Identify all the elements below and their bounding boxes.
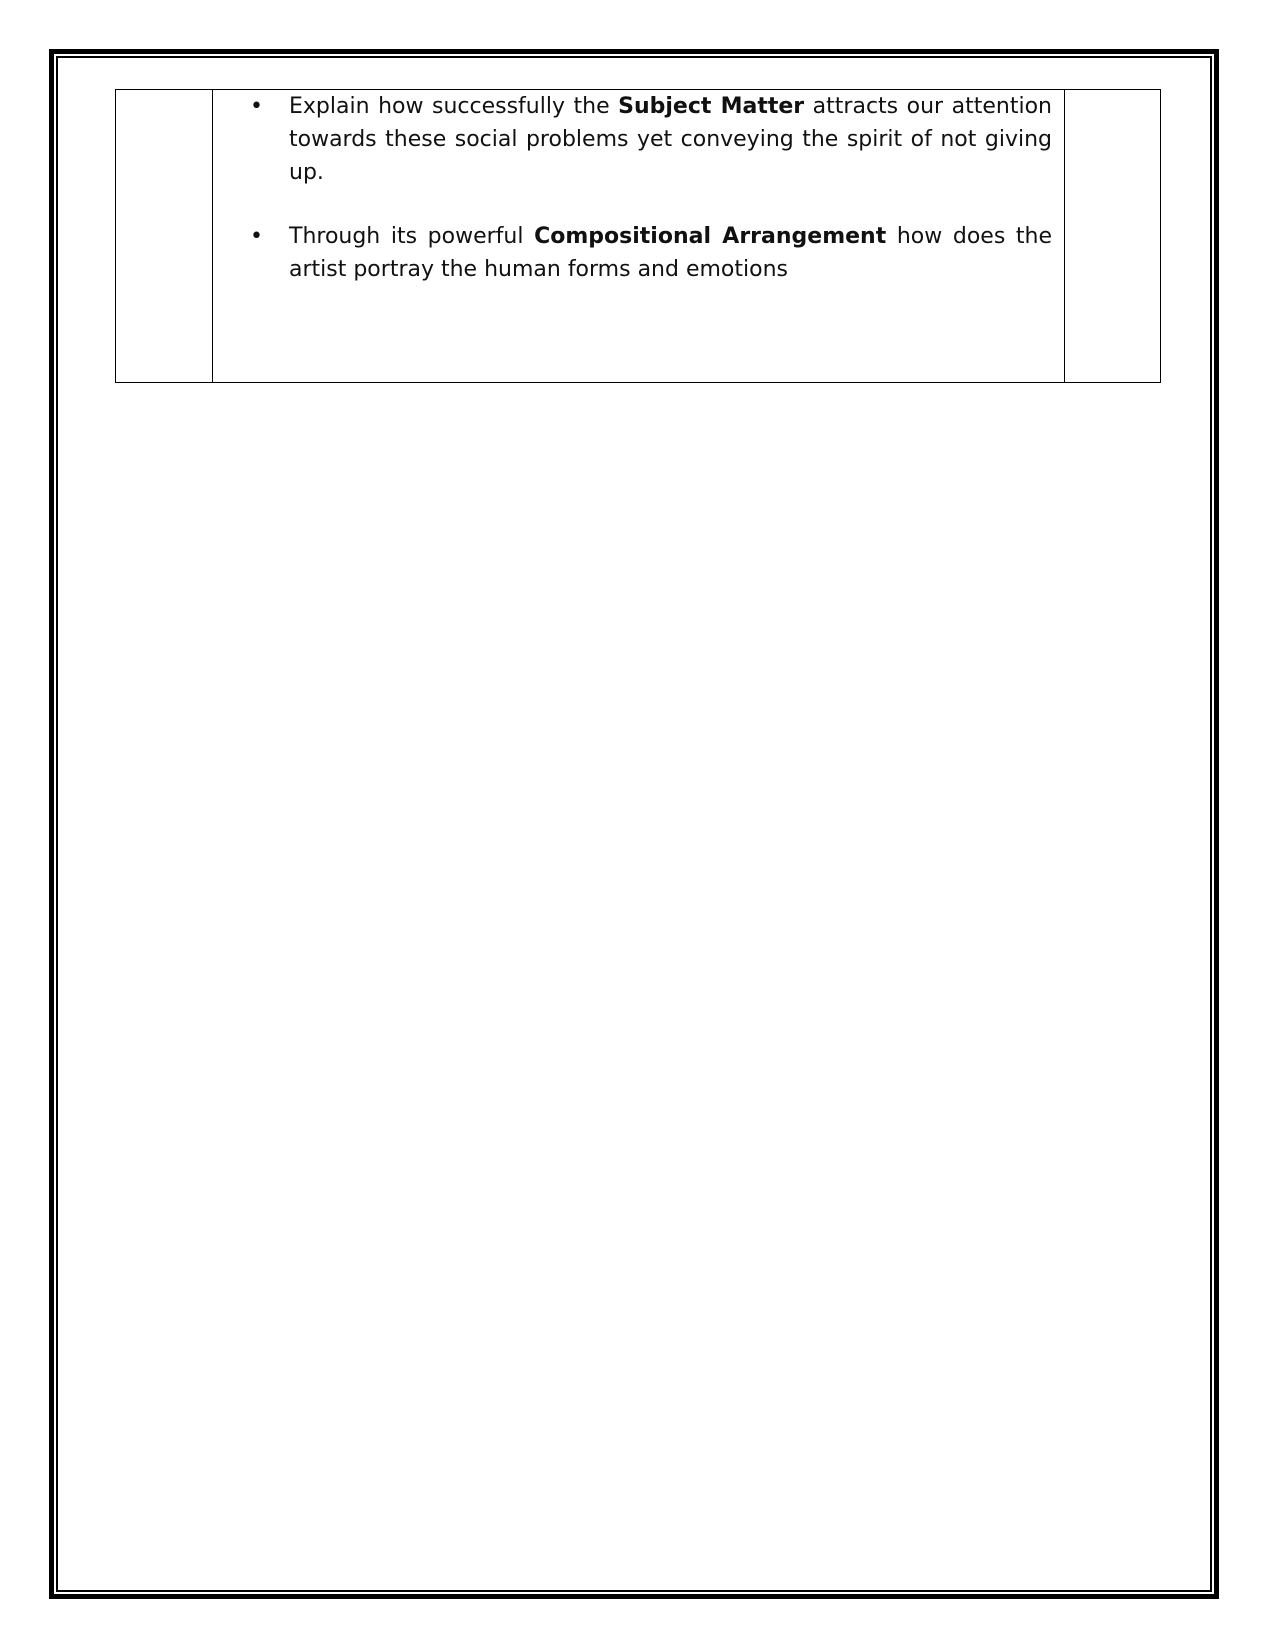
- list-item: [213, 90, 1064, 189]
- table-row: [116, 90, 1161, 383]
- question-keyword: Subject Matter: [618, 94, 805, 119]
- bullet-icon: •: [250, 94, 263, 119]
- question-list: [213, 90, 1064, 286]
- question-keyword: Compositional Arrangement: [534, 224, 887, 249]
- content-table: [115, 89, 1161, 383]
- question-text: how does the artist portray the human forms and emotions: [289, 224, 1053, 282]
- list-item: [213, 220, 1064, 286]
- table-cell-left: [116, 90, 213, 383]
- question-text: Through its powerful: [289, 224, 535, 249]
- question-text: Explain how successfully the: [289, 94, 619, 119]
- bullet-icon: •: [250, 224, 263, 249]
- table-cell-right: [1065, 90, 1161, 383]
- question-text: attracts our attention towards these social problems yet conveying the spirit of not giving up.: [289, 94, 1052, 185]
- table-cell-main: [213, 90, 1065, 383]
